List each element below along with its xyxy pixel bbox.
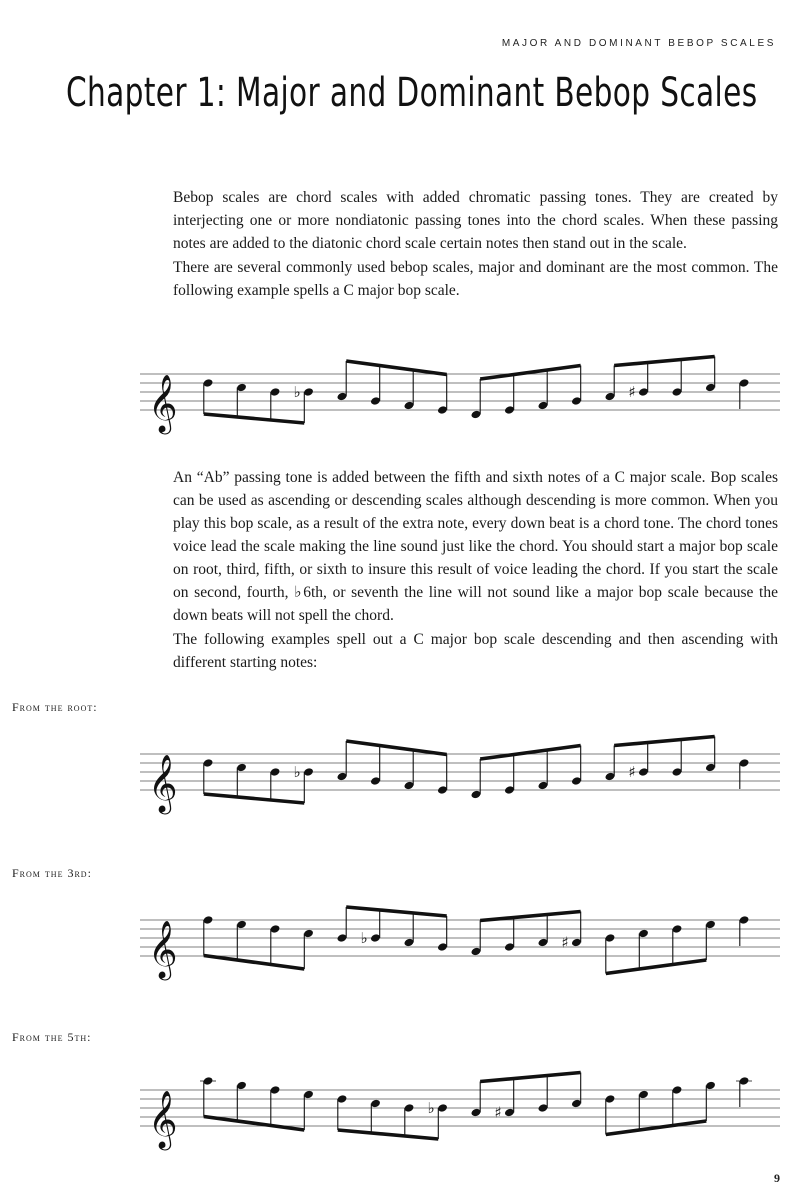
sharp-icon: ♯ xyxy=(494,1103,502,1122)
sharp-icon: ♯ xyxy=(628,763,636,781)
example-label-from-root: From the root: xyxy=(12,700,98,714)
running-head: MAJOR AND DOMINANT BEBOP SCALES xyxy=(501,38,776,49)
note-beam xyxy=(346,361,447,375)
sharp-icon: ♯ xyxy=(628,383,636,401)
treble-clef-icon: 𝄞 xyxy=(148,754,178,812)
example-label-from-3rd: From the 3rd: xyxy=(12,866,92,880)
music-staff-from-root xyxy=(140,722,780,822)
note-beam xyxy=(204,794,304,803)
flat-icon: ♭ xyxy=(360,929,368,947)
body-paragraph-2: There are several commonly used bebop scales, major and dominant are the most common. The following example spells a C major bop scale. xyxy=(173,259,778,299)
treble-clef-icon: 𝄞 xyxy=(148,920,178,978)
body-paragraph-4: The following examples spell out a C major bop scale descending and then ascending with different starting notes: xyxy=(173,631,778,671)
chapter-title: Chapter 1: Major and Dominant Bebop Scales xyxy=(66,70,758,116)
note-beam xyxy=(204,956,304,970)
note-beam xyxy=(346,907,447,916)
body-paragraph-3: An “Ab” passing tone is added between the fifth and sixth notes of a C major scale. Bop scales can be used as ascending or descending scales although descending is more common. When you play this bop scale, as a result of the extra note, every down beat is a chord tone. The chord tones voice lead the scale making the line sound just like the chord. You should start a major bop scale on root, third, fifth, or sixth to insure this result of voice leading the chord. If you start the scale on second, fourth, ♭6th, or seventh the line will not sound like a major bop scale because the down beats will not spell the chord. xyxy=(173,469,778,624)
note-beam xyxy=(614,357,715,366)
note-beam xyxy=(606,1121,707,1135)
music-staff-example-1 xyxy=(140,342,780,442)
flat-icon: ♭ xyxy=(427,1099,435,1117)
note-beam xyxy=(480,366,581,380)
page-number: 9 xyxy=(774,1171,780,1185)
note-beam xyxy=(480,1073,581,1082)
treble-clef-icon: 𝄞 xyxy=(148,1090,178,1148)
note-beam xyxy=(204,1117,304,1131)
note-beam xyxy=(480,746,581,760)
note-beam xyxy=(204,414,304,423)
example-label-from-5th: From the 5th: xyxy=(12,1030,92,1044)
note-beam xyxy=(346,741,447,755)
treble-clef-icon: 𝄞 xyxy=(148,374,178,432)
note-beam xyxy=(338,1130,439,1139)
body-paragraph-1: Bebop scales are chord scales with added chromatic passing tones. They are created by interjecting one or more nondiatonic passing tones into the chord scales. When these passing notes are added to the diatonic chord scale certain notes then stand out in the scale. xyxy=(173,189,778,252)
flat-icon: ♭ xyxy=(293,763,301,781)
note-beam xyxy=(606,960,707,974)
note-beam xyxy=(614,737,715,746)
sharp-icon: ♯ xyxy=(561,933,569,952)
music-staff-from-5th xyxy=(140,1058,780,1158)
flat-icon: ♭ xyxy=(293,383,301,401)
note-beam xyxy=(480,912,581,921)
music-staff-from-3rd xyxy=(140,888,780,988)
